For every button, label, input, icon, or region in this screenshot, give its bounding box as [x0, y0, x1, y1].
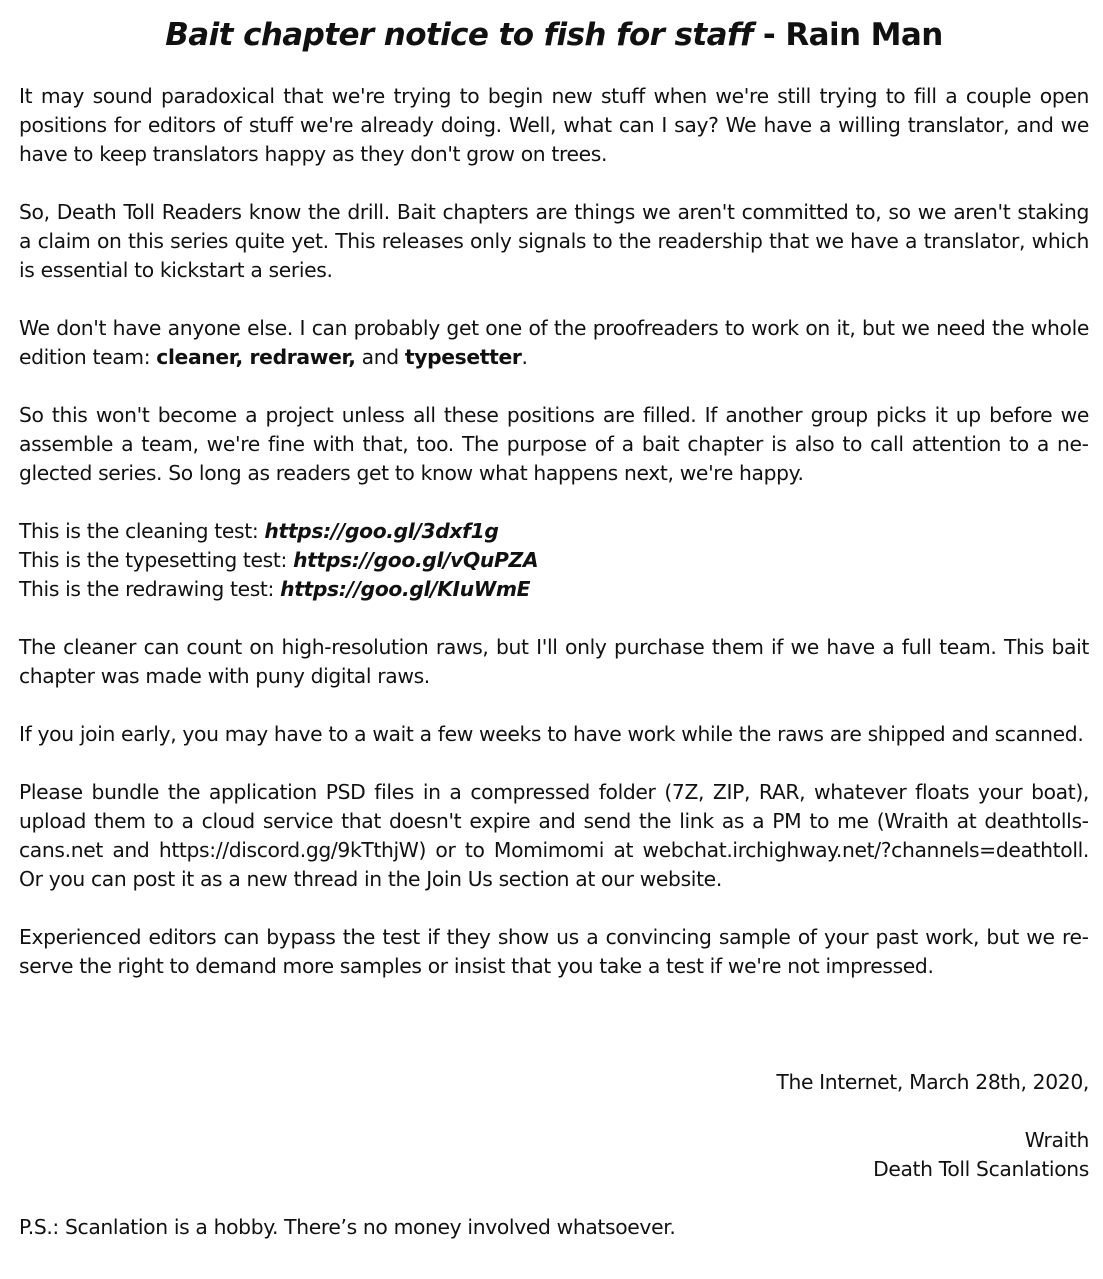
team-roles-bold: cleaner, redrawer,	[156, 345, 356, 369]
cleaning-test-link[interactable]: https://goo.gl/3dxf1g	[264, 519, 499, 543]
paragraph-project-condition: So this won't become a project unless all these positions are filled. If another group picks it up before we assemble a team, we're fine with that, too. The purpose of a bait chapter is also to call attention to a neglected series. So long as readers get to know what happens next, we're happy.	[19, 403, 1089, 485]
typesetting-test-link[interactable]: https://goo.gl/vQuPZA	[293, 548, 539, 572]
team-text-and: and	[355, 345, 405, 369]
paragraph-team-needed	[19, 314, 1089, 372]
signature-group: Death Toll Scanlations	[873, 1157, 1089, 1181]
test-links-list	[19, 517, 1089, 604]
signature-name: Wraith	[1024, 1128, 1089, 1152]
paragraph-intro: It may sound paradoxical that we're trying to begin new stuff when we're still trying to fill a couple open positions for editors of stuff we're already doing. Well, what can I say? We have a willing translator, and we have to keep translators happy as they don't grow on trees.	[19, 84, 1089, 166]
paragraph-experienced-editors: Experienced editors can bypass the test if they show us a convincing sample of your past work, but we reserve the right to demand more samples or insist that you take a test if we're not impressed.	[19, 925, 1089, 978]
title-bold-part: Rain Man	[785, 17, 943, 53]
paragraph-how-to-apply: Please bundle the application PSD files in a compressed folder (7Z, ZIP, RAR, whatever floats your boat), upload them to a cloud service that doesn't expire and send the link as a PM to me (Wraith at deathtollscans.net and https://discord.gg/9kTthjW) or to Momimomi at webchat.irchighway.net/?channels=deathtoll. Or you can post it as a new thread in the Join Us section at our website.	[19, 780, 1089, 891]
page-title	[19, 14, 1089, 56]
team-text-start: We don't have anyone else. I can probably get one of the proofreaders to work on it, but we need the whole edition team:	[19, 316, 1089, 369]
team-role-typesetter: typesetter	[404, 345, 522, 369]
paragraph-join-early: If you join early, you may have to a wait a few weeks to have work while the raws are shipped and scanned.	[19, 722, 1084, 746]
closing-place-date: The Internet, March 28th, 2020,	[776, 1070, 1089, 1094]
paragraph-raws: The cleaner can count on high-resolution raws, but I'll only purchase them if we have a full team. This bait chapter was made with puny digital raws.	[19, 635, 1089, 688]
typesetting-test-line	[19, 546, 1089, 575]
postscript: P.S.: Scanlation is a hobby. There’s no money involved whatsoever.	[19, 1215, 676, 1239]
title-italic-part: Bait chapter notice to fish for staff	[165, 17, 753, 53]
cleaning-test-label: This is the cleaning test:	[19, 519, 265, 543]
redrawing-test-label: This is the redrawing test:	[19, 577, 281, 601]
typesetting-test-label: This is the typesetting test:	[19, 548, 294, 572]
redrawing-test-line	[19, 575, 1089, 604]
team-text-end: .	[521, 345, 528, 369]
cleaning-test-line	[19, 517, 1089, 546]
title-separator: -	[752, 17, 786, 53]
redrawing-test-link[interactable]: https://goo.gl/KIuWmE	[280, 577, 531, 601]
notice-document	[19, 0, 1089, 1242]
paragraph-bait-chapters: So, Death Toll Readers know the drill. Bait chapters are things we aren't committed to, so we aren't staking a claim on this series quite yet. This releases only signals to the readership that we have a translator, which is essential to kickstart a series.	[19, 200, 1089, 282]
